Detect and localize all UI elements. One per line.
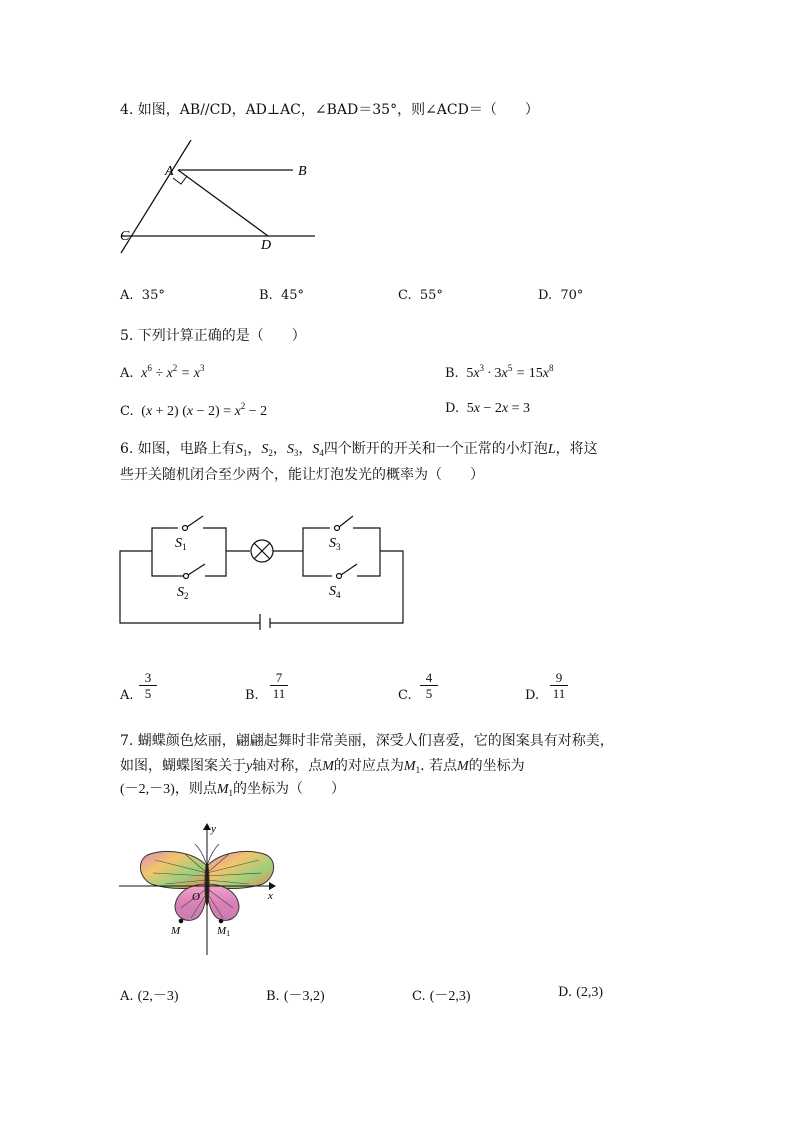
q7-var-m: M bbox=[456, 759, 469, 774]
q4-option-a[interactable] bbox=[120, 288, 165, 303]
numerator: 7 bbox=[275, 670, 283, 685]
q6-stem-line1: 6. 如图，电路上有$S_1$，$S_2$，$S_3$，$S_4$四个断开的开关和一个正常的小灯泡L，将这 bbox=[120, 441, 598, 458]
q5-option-a[interactable] bbox=[120, 363, 204, 382]
right-angle-mark bbox=[173, 176, 187, 184]
label-y-axis: y bbox=[211, 823, 216, 835]
q7-var-y: y bbox=[246, 759, 253, 774]
q6-option-d-letter[interactable]: D. bbox=[525, 688, 540, 703]
q7-var-m1: $M_1$ bbox=[216, 782, 233, 798]
option-letter: A. bbox=[120, 989, 134, 1004]
label-m: M bbox=[171, 925, 181, 937]
option-text: 45° bbox=[280, 288, 304, 303]
q7-text: 的坐标为（ ） bbox=[233, 781, 345, 797]
point-m1 bbox=[219, 919, 224, 924]
option-letter: D. bbox=[445, 401, 460, 416]
q7-option-c[interactable] bbox=[412, 985, 471, 1005]
numerator: 3 bbox=[144, 670, 152, 685]
q7-var-m1: $M_1$ bbox=[403, 759, 421, 775]
q6-text: ， bbox=[298, 441, 313, 457]
numerator: 4 bbox=[425, 670, 433, 685]
denominator: 5 bbox=[144, 686, 152, 701]
wire-left-box-left bbox=[152, 528, 170, 576]
option-letter: B. bbox=[266, 989, 280, 1004]
q7-text: . 若点 bbox=[420, 758, 457, 774]
q7-text: 轴对称，点 bbox=[252, 758, 323, 774]
q6-stem-line2: 些开关随机闭合至少两个，能让灯泡发光的概率为（ ） bbox=[120, 467, 484, 483]
option-text: (－3,2) bbox=[283, 989, 325, 1004]
label-x-axis: x bbox=[268, 890, 273, 902]
q6-text: 四个断开的开关和一个正常的小灯泡 bbox=[323, 441, 548, 457]
option-text: 35° bbox=[141, 288, 165, 303]
wire-right-box-right bbox=[353, 528, 380, 576]
label-s4: $S_4$ bbox=[329, 584, 341, 600]
label-s1: $S_1$ bbox=[175, 536, 187, 552]
q6-option-c-fraction[interactable] bbox=[418, 671, 440, 700]
option-formula: $x^6 \div x^2 = x^3$ bbox=[137, 363, 205, 381]
q7-stem-line2 bbox=[120, 755, 525, 775]
q4-option-d[interactable] bbox=[538, 288, 583, 303]
q4-option-c[interactable] bbox=[398, 288, 443, 303]
q7-text: 的对应点为 bbox=[333, 758, 404, 774]
q7-option-a[interactable] bbox=[120, 985, 179, 1005]
label-m1: M1 bbox=[217, 925, 231, 938]
option-letter: D. bbox=[538, 288, 553, 303]
s1-blade bbox=[187, 516, 203, 527]
q6-option-b-letter[interactable]: B. bbox=[245, 688, 259, 703]
q4-figure bbox=[110, 140, 325, 255]
label-s3: $S_3$ bbox=[329, 536, 341, 552]
s2-contact bbox=[184, 574, 189, 579]
option-letter: B. bbox=[259, 288, 273, 303]
q6-option-a-letter[interactable]: A. bbox=[120, 688, 134, 703]
option-text: (2,3) bbox=[576, 985, 604, 1000]
bulb-symbol: L bbox=[547, 442, 556, 457]
wire-left-box-right bbox=[203, 528, 226, 576]
q6-text: ，将这 bbox=[555, 441, 598, 457]
option-letter: A. bbox=[120, 366, 134, 381]
q7-option-b[interactable] bbox=[266, 985, 325, 1005]
option-text: (2,－3) bbox=[137, 989, 179, 1004]
q7-var-m1-letter: M bbox=[403, 759, 416, 774]
option-letter: C. bbox=[120, 404, 134, 419]
label-d: D bbox=[261, 238, 272, 253]
line-ad bbox=[178, 170, 268, 236]
option-text: 55° bbox=[419, 288, 443, 303]
q7-stem-line3 bbox=[120, 778, 345, 798]
s2-blade bbox=[188, 564, 205, 575]
option-text: 70° bbox=[560, 288, 584, 303]
q7-text: 如图，蝴蝶图案关于 bbox=[120, 758, 246, 774]
point-m bbox=[179, 919, 184, 924]
q5-option-d[interactable] bbox=[445, 401, 530, 417]
option-letter: A. bbox=[120, 288, 134, 303]
q7-butterfly-figure bbox=[115, 818, 285, 958]
s4-blade bbox=[341, 564, 357, 575]
q6-option-b-fraction[interactable] bbox=[268, 671, 290, 700]
option-formula: (x + 2) $(x - 2) = x^2 - 2$ bbox=[141, 401, 268, 419]
q7-option-d[interactable] bbox=[558, 985, 603, 1001]
wire-right-bottom bbox=[270, 551, 403, 623]
label-a: A bbox=[165, 164, 174, 179]
label-b: B bbox=[298, 164, 307, 179]
option-letter: C. bbox=[398, 288, 412, 303]
option-letter: B. bbox=[445, 366, 459, 381]
q6-text: ， bbox=[247, 441, 262, 457]
q7-text: 的坐标为 bbox=[468, 758, 525, 774]
s3-contact bbox=[335, 526, 340, 531]
q6-option-a-fraction[interactable] bbox=[137, 671, 159, 700]
q6-circuit bbox=[115, 510, 410, 630]
q7-text: ，则点 bbox=[174, 781, 217, 797]
denominator: 11 bbox=[552, 686, 566, 701]
s4-contact bbox=[337, 574, 342, 579]
label-origin: O bbox=[192, 891, 200, 903]
s1-contact bbox=[183, 526, 188, 531]
label-c: C bbox=[120, 229, 130, 244]
label-s2: $S_2$ bbox=[177, 585, 189, 601]
q6-text: 6. 如图，电路上有 bbox=[120, 441, 236, 457]
q5-stem: 5. 下列计算正确的是（ ） bbox=[120, 328, 306, 344]
option-formula: 5x − 2x = 3 bbox=[466, 401, 530, 416]
denominator: 5 bbox=[425, 686, 433, 701]
q6-text: ， bbox=[272, 441, 287, 457]
s3-blade bbox=[339, 516, 353, 527]
option-text: (－2,3) bbox=[429, 989, 471, 1004]
q6-option-d-fraction[interactable] bbox=[548, 671, 570, 700]
q4-stem: 4. 如图，AB//CD，AD⊥AC，∠BAD＝35°，则∠ACD＝（ ） bbox=[120, 102, 539, 118]
q7-var-m: M bbox=[322, 759, 334, 774]
option-formula: $5x^3 \cdot 3x^5 = 15x^8$ bbox=[466, 363, 554, 381]
q5-option-c[interactable] bbox=[120, 401, 267, 420]
option-letter: C. bbox=[412, 989, 426, 1004]
denominator: 11 bbox=[272, 686, 286, 701]
wire-right-box-left bbox=[303, 528, 320, 576]
q5-option-b[interactable] bbox=[445, 363, 553, 382]
wire-left-bottom bbox=[120, 551, 260, 623]
q7-coord: (－2,－3) bbox=[120, 782, 175, 797]
q7-stem-line1: 7. 蝴蝶颜色炫丽，翩翩起舞时非常美丽，深受人们喜爱，它的图案具有对称美， bbox=[120, 733, 614, 749]
numerator: 9 bbox=[555, 670, 563, 685]
q4-option-b[interactable] bbox=[259, 288, 304, 303]
option-letter: D. bbox=[558, 985, 573, 1000]
q7-var-m1-letter: M bbox=[216, 782, 229, 797]
q6-option-c-letter[interactable]: C. bbox=[398, 688, 412, 703]
